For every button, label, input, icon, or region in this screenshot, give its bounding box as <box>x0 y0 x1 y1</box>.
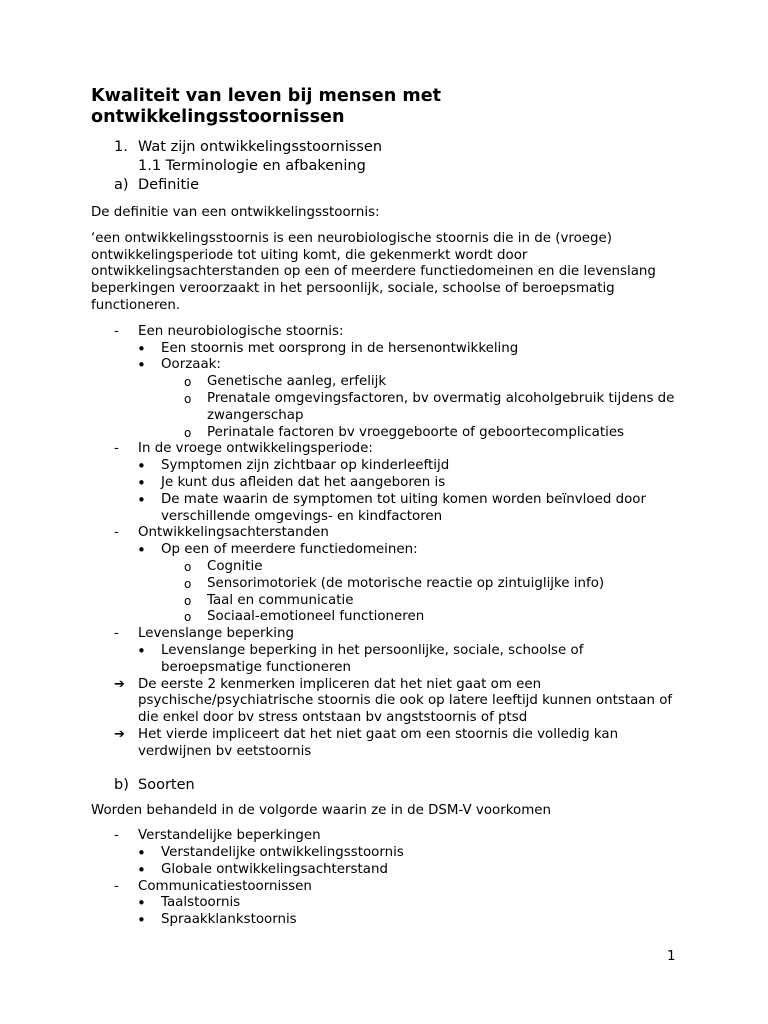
list-item-text: In de vroege ontwikkelingsperiode: <box>138 441 373 457</box>
list-item-text: Perinatale factoren bv vroeggeboorte of geboortecomplicaties <box>207 424 625 440</box>
list-marker: ➔ <box>114 676 125 692</box>
list-marker: o <box>184 593 192 608</box>
list-item-text: Sociaal-emotioneel functioneren <box>207 609 425 625</box>
list-item-text: Oorzaak: <box>161 357 221 373</box>
heading-definition <box>91 176 681 195</box>
list-marker: • <box>137 339 146 358</box>
list-item-text: Een stoornis met oorsprong in de hersenontwikkeling <box>161 340 519 356</box>
list-item-text: Op een of meerdere functiedomeinen: <box>161 542 418 558</box>
list-item-text: Levenslange beperking <box>138 626 294 642</box>
page-number: 1 <box>667 949 676 964</box>
heading-types <box>91 776 681 795</box>
list-item-text: Een neurobiologische stoornis: <box>138 323 344 339</box>
list-marker: • <box>137 911 146 930</box>
list-item-text: Taal en communicatie <box>207 592 354 608</box>
list-item-text: De mate waarin de symptomen tot uiting komen worden beïnvloed door verschillende omgevings- en kindfactoren <box>161 491 646 524</box>
list-marker: - <box>114 626 119 642</box>
list-marker: o <box>184 425 192 440</box>
list-item-text: Prenatale omgevingsfactoren, bv overmatig alcoholgebruik tijdens de zwangerschap <box>207 390 675 423</box>
list-item-text: Symptomen zijn zichtbaar op kinderleeftijd <box>161 458 450 474</box>
list-marker: • <box>137 844 146 863</box>
sub-list-item <box>91 492 681 526</box>
list-item <box>91 828 681 845</box>
list-item-text: De eerste 2 kenmerken impliceren dat het niet gaat om een psychische/psychiatrische stoornis die ook op latere leeftijd kunnen ontstaan of die enkel door bv stress ontstaan bv angststoornis of ptsd <box>138 676 673 726</box>
document-page <box>91 86 681 929</box>
definition-quote: ‘een ontwikkelingsstoornis is een neurobiologische stoornis die in de (vroege) ontwikkelingsperiode tot uiting komt, die gekenmerkt wordt door ontwikkelingsachterstanden op een of meerdere functiedomeinen en die levenslang beperkingen veroorzaakt in het persoonlijk, sociale, schoolse of beroepsmatig functioneren. <box>91 230 656 313</box>
arrow-note-item <box>91 727 681 761</box>
list-item-text: Sensorimotoriek (de motorische reactie op zintuiglijke info) <box>207 575 605 591</box>
list-item-text: Genetische aanleg, erfelijk <box>207 374 387 390</box>
document-title: Kwaliteit van leven bij mensen met ontwikkelingsstoornissen <box>91 86 442 127</box>
list-marker: • <box>137 490 146 509</box>
sub-sub-list-item <box>91 391 681 425</box>
sub-list-item <box>91 845 681 862</box>
heading-letter: a) <box>114 177 129 193</box>
intro-paragraph: De definitie van een ontwikkelingsstoornis: <box>91 205 380 220</box>
sub-list-item <box>91 542 681 559</box>
list-marker: • <box>137 356 146 375</box>
heading-text: Soorten <box>138 776 195 793</box>
list-item-text: Het vierde impliceert dat het niet gaat om een stoornis die volledig kan verdwijnen bv eetstoornis <box>138 726 619 759</box>
list-item-text: Ontwikkelingsachterstanden <box>138 525 329 541</box>
list-item-text: Cognitie <box>207 558 263 574</box>
list-marker: - <box>114 323 119 339</box>
list-item-text: Communicatiestoornissen <box>138 878 312 894</box>
list-item-text: Taalstoornis <box>161 895 241 911</box>
list-item-text: Spraakklankstoornis <box>161 912 297 928</box>
sub-sub-list-item <box>91 609 681 626</box>
sub-sub-list-item <box>91 559 681 576</box>
list-marker: o <box>184 391 192 406</box>
sub-list-item <box>91 912 681 929</box>
list-marker: • <box>137 473 146 492</box>
list-item <box>91 525 681 542</box>
heading-text: 1.1 Terminologie en afbakening <box>138 158 366 174</box>
list-item <box>91 879 681 896</box>
list-item-text: Verstandelijke ontwikkelingsstoornis <box>161 845 404 861</box>
order-note: Worden behandeld in de volgorde waarin ze in de DSM-V voorkomen <box>91 802 551 818</box>
list-marker: - <box>114 828 119 844</box>
list-marker: • <box>137 541 146 560</box>
list-item-text: Globale ontwikkelingsachterstand <box>161 861 388 877</box>
heading-number: 1. <box>114 139 128 155</box>
list-marker: - <box>114 441 119 457</box>
list-marker: ➔ <box>114 726 125 742</box>
list-item-text: Je kunt dus afleiden dat het aangeboren is <box>161 474 446 490</box>
sub-list-item <box>91 895 681 912</box>
list-marker: - <box>114 525 119 541</box>
heading-text: Definitie <box>138 177 200 193</box>
sub-list-item <box>91 357 681 374</box>
list-marker: • <box>137 860 146 879</box>
list-marker: - <box>114 878 119 894</box>
list-marker: • <box>137 457 146 476</box>
sub-sub-list-item <box>91 593 681 610</box>
list-marker: o <box>184 576 192 591</box>
list-item-text: Verstandelijke beperkingen <box>138 828 321 844</box>
arrow-note-item <box>91 677 681 727</box>
list-marker: • <box>137 894 146 913</box>
definition-list <box>91 324 681 761</box>
sub-list-item <box>91 643 681 677</box>
sub-sub-list-item <box>91 374 681 391</box>
types-list <box>91 828 681 929</box>
heading-letter: b) <box>114 776 129 793</box>
heading-chapter <box>91 138 681 157</box>
sub-list-item <box>91 458 681 475</box>
list-marker: o <box>184 610 192 625</box>
sub-list-item <box>91 341 681 358</box>
list-marker: • <box>137 641 146 660</box>
sub-list-item <box>91 862 681 879</box>
sub-list-item <box>91 475 681 492</box>
list-item <box>91 441 681 458</box>
list-item <box>91 324 681 341</box>
heading-subsection <box>91 157 681 176</box>
list-item <box>91 626 681 643</box>
sub-sub-list-item <box>91 425 681 442</box>
list-marker: o <box>184 375 192 390</box>
list-item-text: Levenslange beperking in het persoonlijke, sociale, schoolse of beroepsmatige functioneren <box>161 642 584 675</box>
list-marker: o <box>184 559 192 574</box>
heading-text: Wat zijn ontwikkelingsstoornissen <box>138 139 383 155</box>
sub-sub-list-item <box>91 576 681 593</box>
